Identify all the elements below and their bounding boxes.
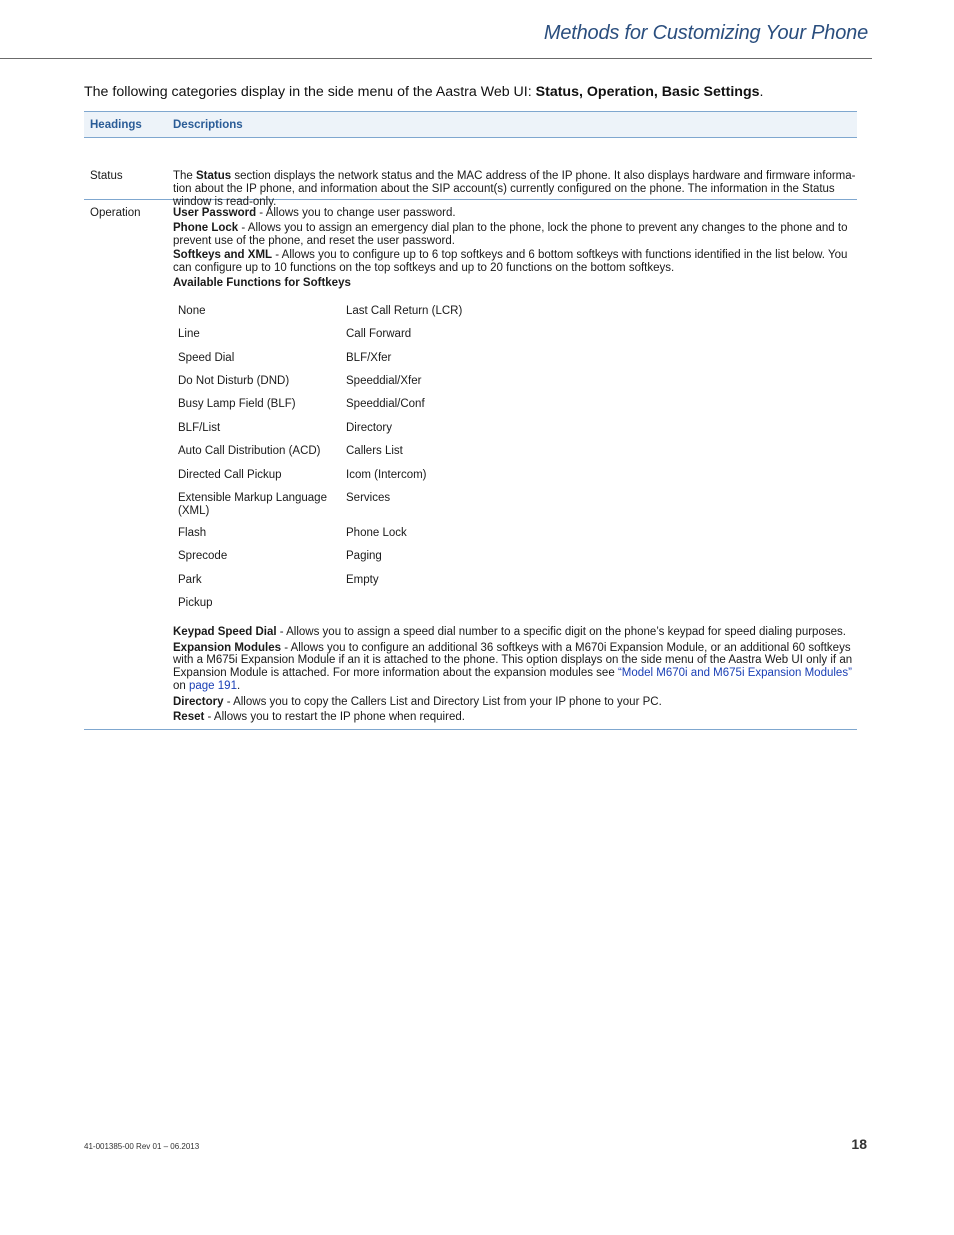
list-item — [178, 469, 857, 492]
function-cell: Callers List — [346, 445, 403, 458]
header-rule — [0, 58, 872, 59]
keypad-text: - Allows you to assign a speed dial number to a specific digit on the phone’s keypad for speed dialing purposes. — [276, 625, 846, 638]
status-pre: The — [173, 170, 197, 182]
reset-text: - Allows you to restart the IP phone when required. — [204, 710, 465, 723]
list-item — [178, 398, 857, 421]
directory-label: Directory — [173, 695, 224, 708]
categories-table — [84, 111, 857, 730]
status-bold: Status — [196, 170, 232, 182]
function-cell: Line — [178, 328, 200, 341]
function-cell: Do Not Disturb (DND) — [178, 374, 290, 387]
row-description-status — [173, 138, 857, 208]
list-item — [178, 492, 857, 527]
list-item — [178, 375, 857, 398]
function-cell: Sprecode — [178, 550, 228, 563]
expansion-end: . — [236, 680, 241, 693]
function-cell: Call Forward — [346, 328, 412, 341]
expansion-modules-link[interactable]: “Model M670i and M675i Expansion Modules” — [617, 667, 852, 680]
function-cell: BLF/Xfer — [346, 351, 392, 364]
function-cell: Phone Lock — [346, 526, 407, 539]
list-item — [178, 305, 857, 328]
function-cell: Directed Call Pickup — [178, 468, 282, 481]
list-item — [178, 422, 857, 445]
footer-page-number: 18 — [851, 1136, 867, 1152]
expansion-on: on — [173, 680, 189, 693]
available-functions-title: Available Functions for Softkeys — [173, 276, 351, 289]
page-header-title: Methods for Customizing Your Phone — [543, 22, 868, 44]
softkey-functions-list — [178, 305, 857, 610]
list-item — [178, 352, 857, 375]
function-cell: None — [178, 304, 206, 317]
footer-doc-id: 41-001385-00 Rev 01 – 06.2013 — [84, 1142, 200, 1151]
intro-bold: Status, Operation, Basic Settings — [535, 84, 760, 100]
function-cell: BLF/List — [178, 421, 221, 434]
function-cell: Paging — [346, 550, 382, 563]
keypad-label: Keypad Speed Dial — [173, 625, 277, 638]
phone-lock-label: Phone Lock — [173, 221, 239, 234]
list-item — [178, 527, 857, 550]
header-descriptions: Descriptions — [173, 119, 243, 131]
intro-text: The following categories display in the side menu of the Aastra Web UI: — [84, 84, 536, 100]
function-cell: Auto Call Distribution (ACD) — [178, 445, 321, 458]
intro-end: . — [759, 84, 764, 100]
function-cell: Park — [178, 573, 202, 586]
intro-paragraph — [84, 84, 864, 100]
table-header-row — [84, 111, 857, 138]
softkeys-text: - Allows you to configure up to 6 top softkeys and 6 bottom softkeys with functions identified in the list below. You can configure up to 10 functions on the top softkeys and up to 20 functions on the bottom softkeys. — [173, 249, 848, 275]
function-cell: Flash — [178, 526, 207, 539]
expansion-text: - Allows you to configure an additional 36 softkeys with a M670i Expansion Module, or an additional 60 softkeys with a M675i Expansion Module if an it is attached to the phone. This option displays on the side menu of the Aastra Web UI only if an Expansion Module is attached. For more information about the expansion modules see — [173, 641, 853, 680]
header-headings: Headings — [90, 119, 142, 131]
row-description-operation — [173, 200, 857, 723]
function-cell: Extensible Markup Language (XML) — [178, 491, 327, 517]
table-row-status — [84, 138, 857, 208]
function-cell: Speed Dial — [178, 351, 235, 364]
list-item — [178, 597, 857, 610]
table-row-operation — [84, 200, 857, 730]
status-line1: section displays the network status and the MAC address of the IP phone. It also displays hardware and firmware informa- — [231, 170, 856, 182]
list-item — [178, 445, 857, 468]
function-cell: Services — [346, 491, 391, 504]
row-heading-status: Status — [90, 170, 123, 182]
function-cell: Icom (Intercom) — [346, 468, 427, 481]
function-cell: Empty — [346, 573, 379, 586]
phone-lock-text: - Allows you to assign an emergency dial plan to the phone, lock the phone to prevent any changes to the phone and to prevent use of the phone, and reset the user password. — [173, 221, 848, 247]
expansion-label: Expansion Modules — [173, 641, 281, 654]
softkeys-label: Softkeys and XML — [173, 249, 273, 262]
list-item — [178, 328, 857, 351]
list-item — [178, 574, 857, 597]
function-cell: Pickup — [178, 597, 213, 610]
function-cell: Busy Lamp Field (BLF) — [178, 398, 296, 411]
status-line2: tion about the IP phone, and information about the SIP account(s) currently configured on the phone. The information in the Status — [173, 182, 835, 195]
row-heading-operation: Operation — [90, 207, 141, 219]
function-cell — [346, 597, 857, 610]
function-cell: Directory — [346, 421, 393, 434]
function-cell: Last Call Return (LCR) — [346, 304, 463, 317]
user-password-text: - Allows you to change user password. — [256, 207, 456, 219]
function-cell: Speeddial/Conf — [346, 398, 425, 411]
user-password-label: User Password — [173, 207, 257, 219]
status-line3: window is read-only. — [173, 195, 277, 208]
reset-label: Reset — [173, 710, 205, 723]
directory-text: - Allows you to copy the Callers List and Directory List from your IP phone to your PC. — [223, 695, 662, 708]
list-item — [178, 550, 857, 573]
page-191-link[interactable]: page 191 — [189, 680, 237, 693]
function-cell: Speeddial/Xfer — [346, 374, 422, 387]
